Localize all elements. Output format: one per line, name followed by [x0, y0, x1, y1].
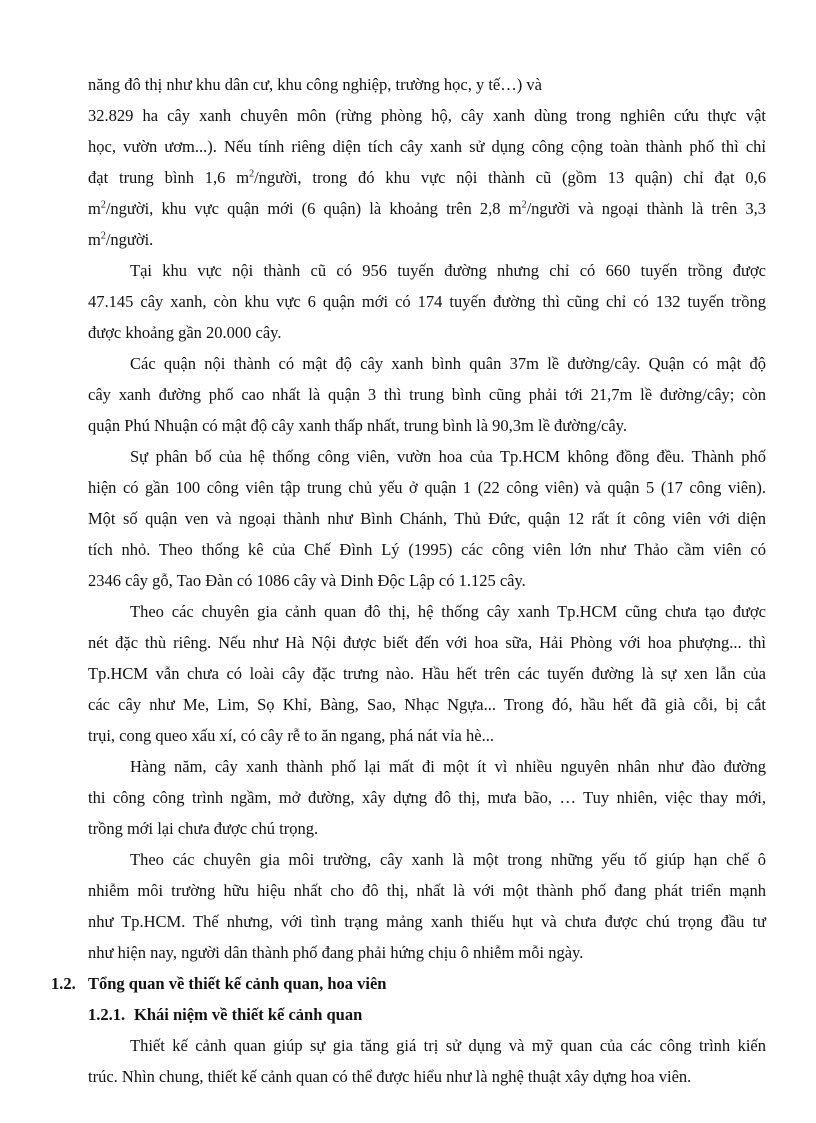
- paragraph-line: như Tp.HCM. Thế nhưng, với tình trạng mảng xanh thiếu hụt và chưa được chú trọng đầu tư: [88, 912, 766, 931]
- section-title: Tổng quan về thiết kế cảnh quan, hoa viên: [88, 974, 387, 993]
- section-number: 1.2.1.: [88, 1005, 126, 1024]
- paragraph-line: nét đặc thù riêng. Nếu như Hà Nội được biết đến với hoa sữa, Hải Phòng với hoa phượng... thì: [88, 633, 766, 652]
- paragraph-line: Theo các chuyên gia cảnh quan đô thị, hệ thống cây xanh Tp.HCM cũng chưa tạo được: [130, 602, 766, 621]
- section-heading-1-2: [51, 974, 386, 994]
- paragraph-line: Sự phân bố của hệ thống công viên, vườn hoa của Tp.HCM không đồng đều. Thành phố: [130, 447, 766, 466]
- paragraph-line: Theo các chuyên gia môi trường, cây xanh là một trong những yếu tố giúp hạn chế ô: [130, 850, 766, 869]
- paragraph-line: 47.145 cây xanh, còn khu vực 6 quận mới có 174 tuyến đường thì cũng chỉ có 132 tuyến trồng: [88, 292, 766, 311]
- paragraph-line: trụi, cong queo xấu xí, có cây rễ to ăn ngang, phá nát vỉa hè...: [88, 726, 494, 745]
- paragraph-line: cây xanh đường phố cao nhất là quận 3 thì trung bình cũng phải tới 21,7m lề đường/cây; còn: [88, 385, 766, 404]
- paragraph-line: Hàng năm, cây xanh thành phố lại mất đi một ít vì nhiều nguyên nhân như đào đường: [130, 757, 766, 776]
- section-number: 1.2.: [51, 974, 76, 993]
- paragraph-line: Các quận nội thành có mật độ cây xanh bình quân 37m lề đường/cây. Quận có mật độ: [130, 354, 766, 373]
- paragraph-line: hiện có gần 100 công viên tập trung chủ yếu ở quận 1 (22 công viên) và quận 5 (17 công viên).: [88, 478, 766, 497]
- paragraph-line: năng đô thị như khu dân cư, khu công nghiệp, trường học, y tế…) và: [88, 75, 542, 94]
- paragraph-line: học, vườn ươm...). Nếu tính riêng diện tích cây xanh sử dụng công cộng toàn thành phố thì chỉ: [88, 137, 766, 156]
- paragraph-line: Tp.HCM vẫn chưa có loài cây đặc trưng nào. Hầu hết trên các tuyến đường là sự xen lẫn của: [88, 664, 766, 683]
- paragraph-line: tích nhỏ. Theo thống kê của Chế Đình Lý (1995) các công viên lớn như Thảo cầm viên có: [88, 540, 766, 559]
- paragraph-line: Một số quận ven và ngoại thành như Bình Chánh, Thủ Đức, quận 12 rất ít công viên với diện: [88, 509, 766, 528]
- paragraph-line: 32.829 ha cây xanh chuyên môn (rừng phòng hộ, cây xanh dùng trong nghiên cứu thực vật: [88, 106, 766, 125]
- paragraph-line: $m^2$/người.: [88, 230, 154, 249]
- paragraph-line: Tại khu vực nội thành cũ có 956 tuyến đường nhưng chỉ có 660 tuyến trồng được: [130, 261, 766, 280]
- paragraph-line: như hiện nay, người dân thành phố đang phải hứng chịu ô nhiễm mỗi ngày.: [88, 943, 584, 962]
- paragraph-line: 2346 cây gỗ, Tao Đàn có 1086 cây và Dinh Độc Lập có 1.125 cây.: [88, 571, 526, 590]
- paragraph-line: trúc. Nhìn chung, thiết kế cảnh quan có thể được hiểu như là nghệ thuật xây dựng hoa viên.: [88, 1067, 692, 1086]
- paragraph-line: đạt trung bình 1,6 $m^2$/người, trong đó khu vực nội thành cũ (gồm 13 quận) chỉ đạt 0,6: [88, 168, 766, 187]
- paragraph-line: Thiết kế cảnh quan giúp sự gia tăng giá trị sử dụng và mỹ quan của các công trình kiến: [130, 1036, 766, 1055]
- section-title: Khái niệm về thiết kế cảnh quan: [134, 1005, 363, 1024]
- paragraph-line: thi công công trình ngầm, mở đường, xây dựng đô thị, mưa bão, … Tuy nhiên, việc thay mới,: [88, 788, 766, 807]
- paragraph-line: các cây như Me, Lim, Sọ Khỉ, Bàng, Sao, Nhạc Ngựa... Trong đó, hầu hết đã già cỗi, bị cắt: [88, 695, 766, 714]
- paragraph-line: $m^2$/người, khu vực quận mới (6 quận) là khoảng trên 2,8 $m^2$/người và ngoại thành là trên 3,3: [88, 199, 766, 218]
- paragraph-line: nhiễm môi trường hữu hiệu nhất cho đô thị, nhất là với một thành phố đang phát triển mạnh: [88, 881, 766, 900]
- paragraph-line: trồng mới lại chưa được chú trọng.: [88, 819, 319, 838]
- paragraph-line: được khoảng gần 20.000 cây.: [88, 323, 282, 342]
- paragraph-line: quận Phú Nhuận có mật độ cây xanh thấp nhất, trung bình là 90,3m lề đường/cây.: [88, 416, 627, 435]
- section-heading-1-2-1: [88, 1005, 362, 1025]
